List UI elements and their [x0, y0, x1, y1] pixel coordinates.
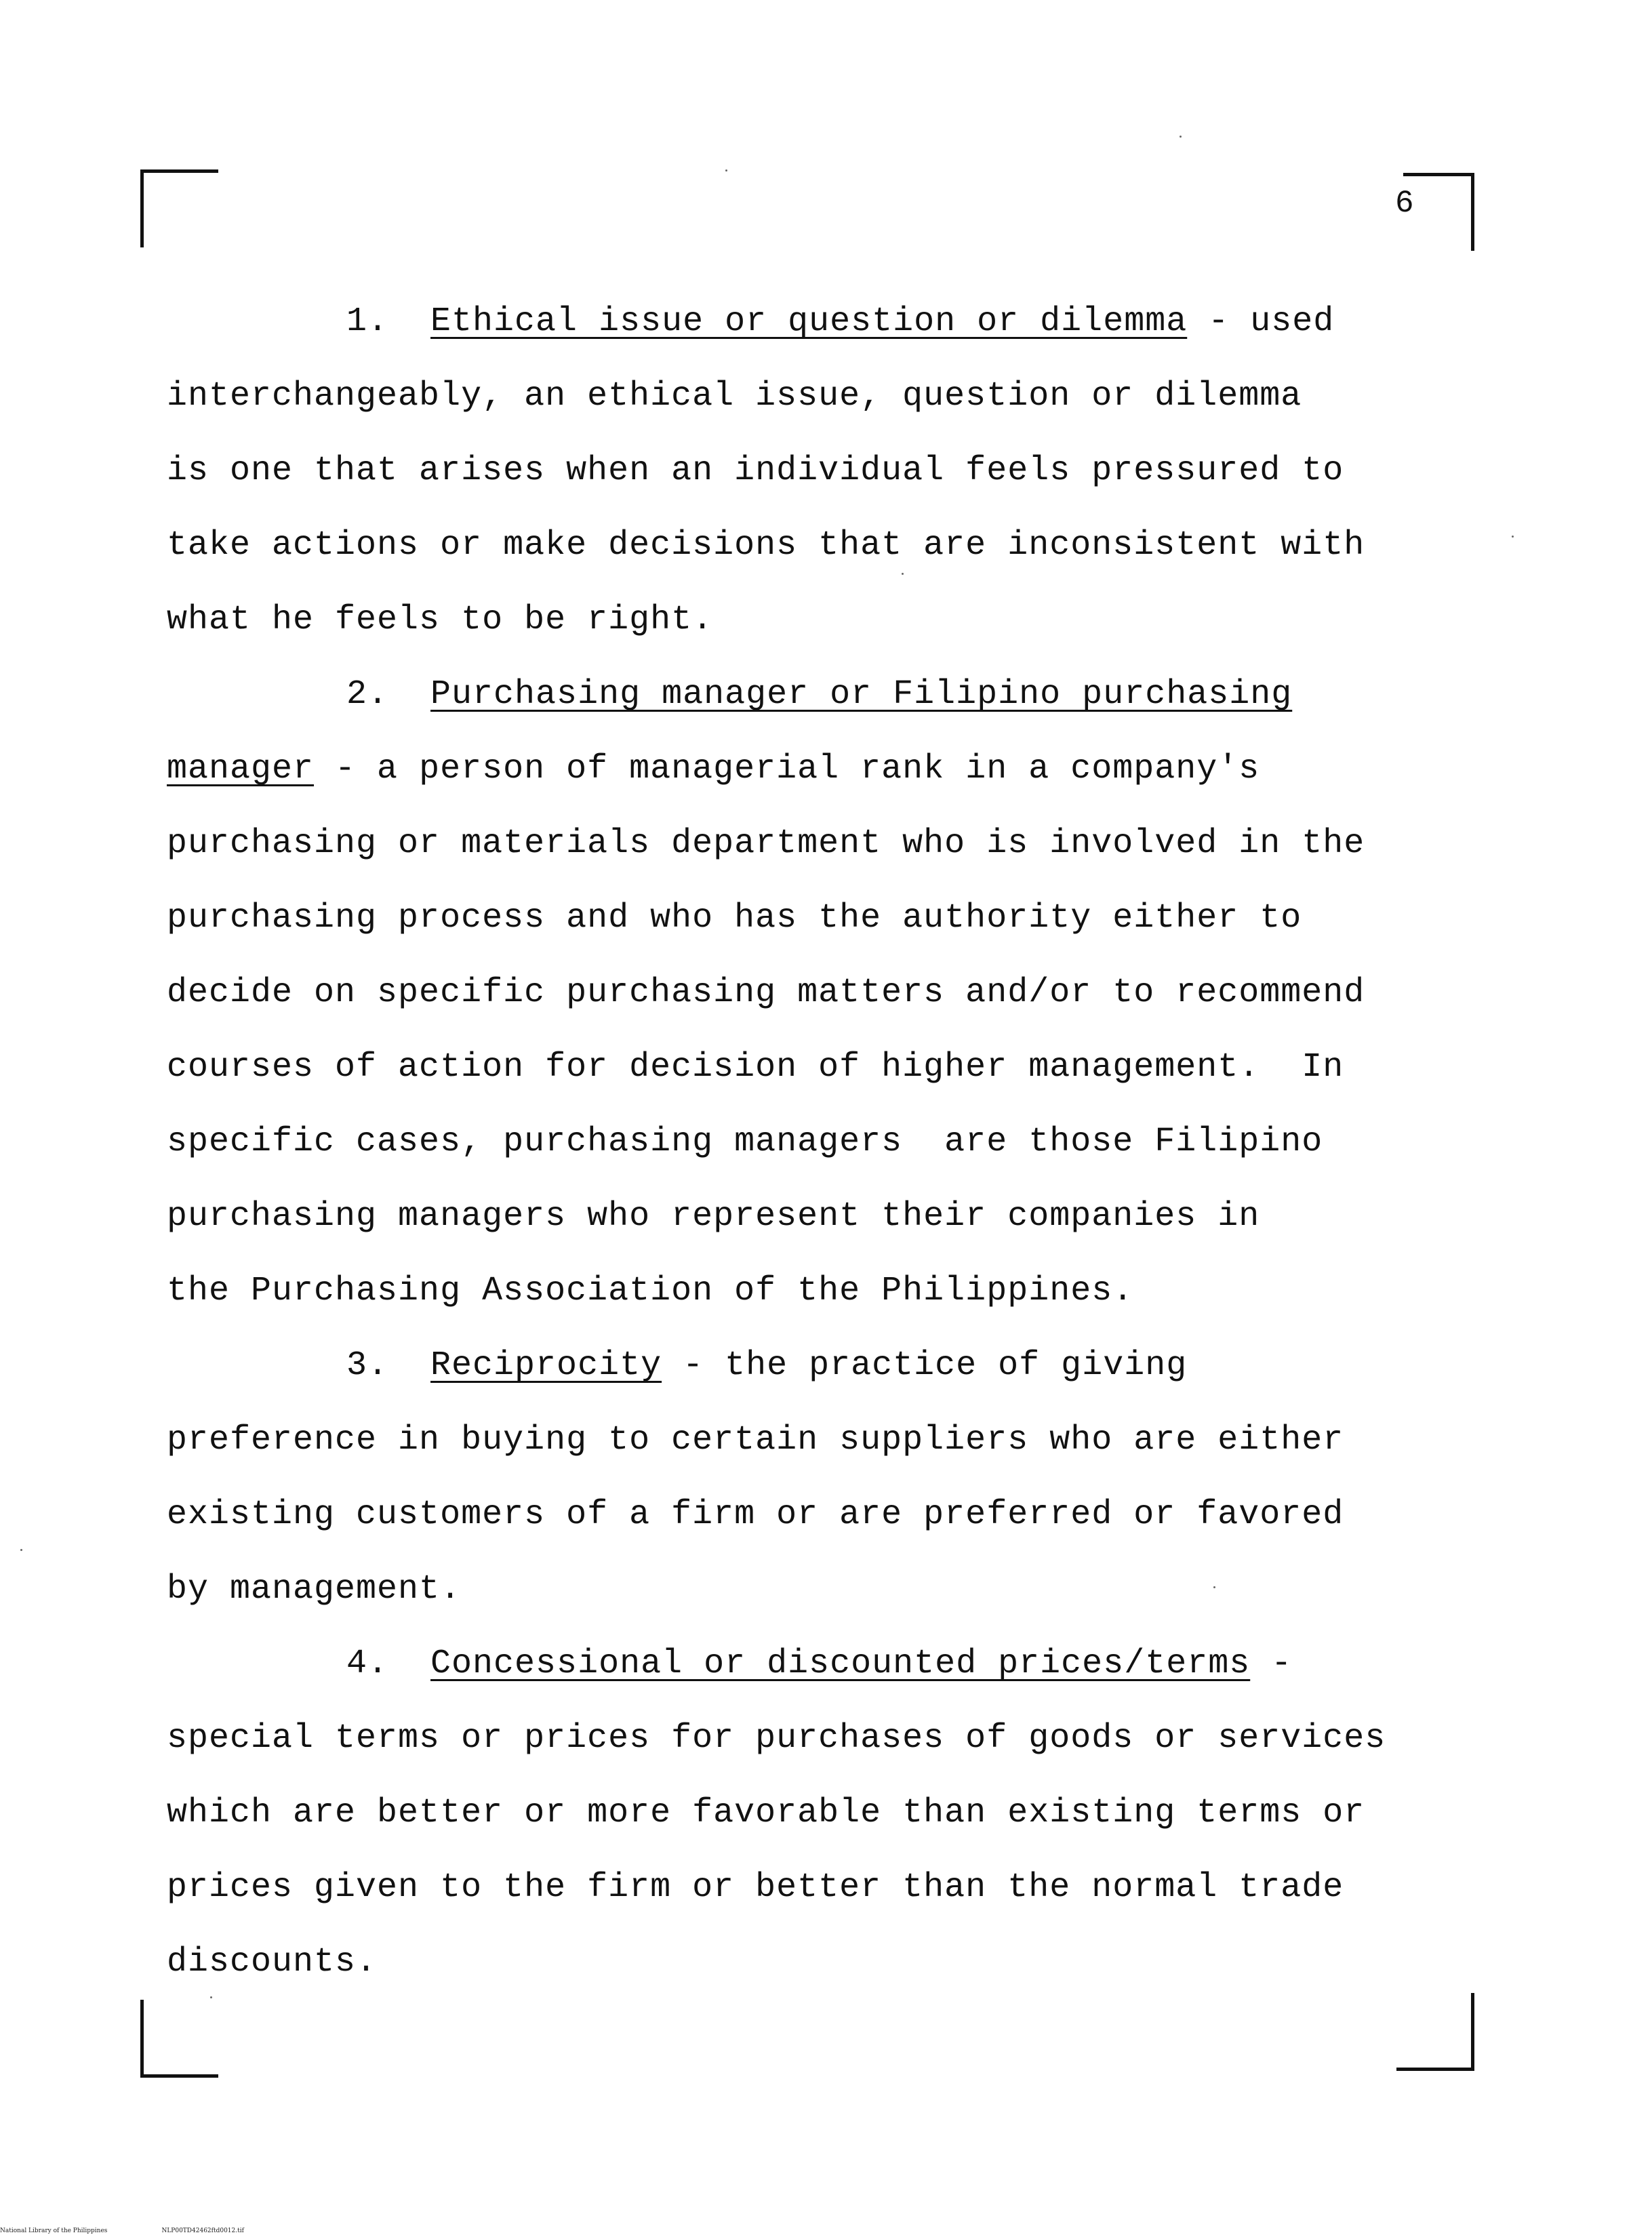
definition-line: discounts.	[167, 1943, 378, 1981]
definition-line: is one that arises when an individual feels pressured to	[167, 451, 1344, 490]
document-body	[167, 285, 1455, 2000]
scan-speck	[725, 169, 727, 172]
definition-line: preference in buying to certain suppliers who are either	[167, 1421, 1344, 1459]
scan-speck	[20, 1549, 22, 1551]
definition-term: Reciprocity	[430, 1346, 662, 1385]
definition-line: specific cases, purchasing managers are those Filipino	[167, 1123, 1323, 1161]
definition-2-heading-line	[167, 658, 1455, 732]
crop-mark-bottom-right	[1396, 1993, 1474, 2071]
scan-speck	[210, 1996, 212, 1998]
definition-text: - used	[1187, 302, 1335, 341]
crop-mark-top-right	[1403, 173, 1474, 251]
definition-text: -	[1250, 1645, 1293, 1683]
definition-line: what he feels to be right.	[167, 601, 714, 639]
definition-line: purchasing process and who has the authority either to	[167, 899, 1302, 938]
definition-line: prices given to the firm or better than the normal trade	[167, 1868, 1344, 1907]
definition-text: - a person of managerial rank in a company's	[314, 750, 1260, 788]
definition-line: special terms or prices for purchases of goods or services	[167, 1719, 1386, 1758]
definition-line: courses of action for decision of higher management. In	[167, 1048, 1344, 1087]
definition-line: take actions or make decisions that are inconsistent with	[167, 526, 1365, 565]
definition-number: 1.	[346, 302, 389, 341]
definition-text: - the practice of giving	[662, 1346, 1188, 1385]
definition-number: 4.	[346, 1645, 389, 1683]
definition-term-continued: manager	[167, 750, 315, 788]
definition-term: Purchasing manager or Filipino purchasing	[430, 675, 1293, 714]
definition-line: purchasing managers who represent their companies in	[167, 1197, 1260, 1236]
definition-line: which are better or more favorable than existing terms or	[167, 1794, 1365, 1832]
scan-speck	[1180, 136, 1182, 138]
definition-term: Ethical issue or question or dilemma	[430, 302, 1188, 341]
page-number: 6	[1395, 186, 1414, 221]
crop-mark-top-left	[140, 169, 218, 247]
definition-line: interchangeably, an ethical issue, question or dilemma	[167, 377, 1302, 416]
crop-mark-bottom-left	[140, 2000, 218, 2078]
scan-speck	[1213, 1586, 1215, 1588]
footer-file: NLP00TD42462ftd0012.tif	[161, 2228, 244, 2234]
scan-speck	[1512, 536, 1514, 538]
definition-line: decide on specific purchasing matters and/or to recommend	[167, 973, 1365, 1012]
footer-library: National Library of the Philippines	[0, 2228, 108, 2234]
scan-footer	[0, 2227, 298, 2235]
definition-1-heading-line	[167, 285, 1455, 359]
definition-line: purchasing or materials department who is involved in the	[167, 824, 1365, 863]
definition-line: by management.	[167, 1570, 462, 1609]
definition-line: existing customers of a firm or are preferred or favored	[167, 1495, 1344, 1534]
definition-number: 2.	[346, 675, 389, 714]
definition-number: 3.	[346, 1346, 389, 1385]
definition-term: Concessional or discounted prices/terms	[430, 1645, 1251, 1683]
definition-line	[167, 732, 1455, 807]
definition-3-heading-line	[167, 1329, 1455, 1403]
scan-speck	[902, 573, 904, 575]
definition-line: the Purchasing Association of the Philippines.	[167, 1272, 1134, 1310]
definition-4-heading-line	[167, 1627, 1455, 1701]
